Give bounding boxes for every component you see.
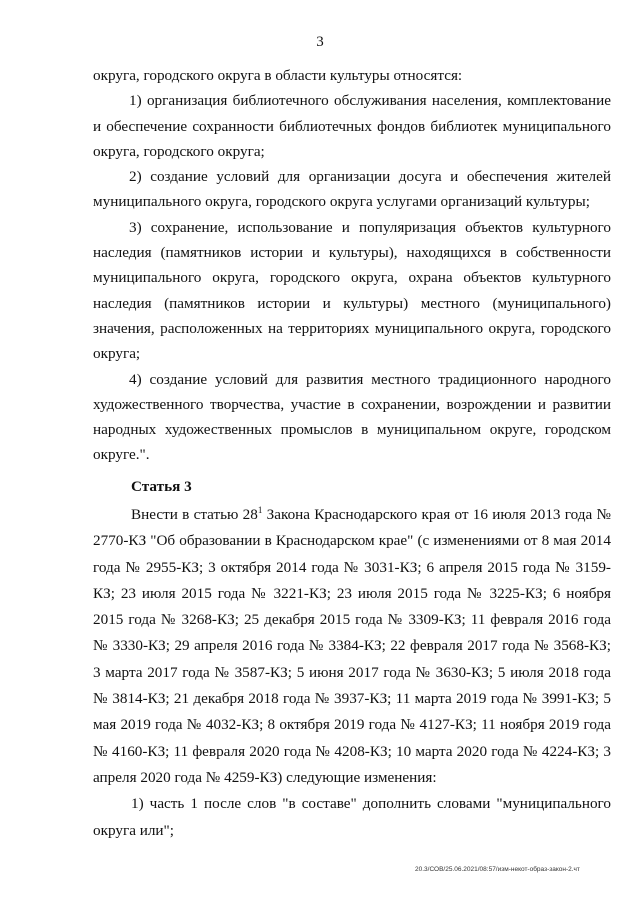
article-intro-start: Внести в статью 28 [131,506,258,523]
text-block-culture [93,63,611,468]
article-heading: Статья 3 [131,478,192,495]
paragraph-item-3: 3) сохранение, использование и популяризация объектов культурного наследия (памятников истории и культуры), находящихся в собственности муниципального округа, городского округа, охрана объектов культурного наследия (памятников истории и культуры) местного (муниципального) значения, расположенных на территориях муниципального округа, городского округа; [93,218,611,363]
text-block-article-3 [93,502,611,844]
paragraph-item-4: 4) создание условий для развития местного традиционного народного художественного творчества, участие в сохранении, возрождении и развитии народных художественных промыслов в муниципальном округе, городском округе.". [93,370,611,464]
paragraph-item-1: 1) организация библиотечного обслуживания населения, комплектование и обеспечение сохранности библиотечных фондов библиотек муниципального округа, городского округа; [93,92,611,160]
page-number: 3 [316,34,324,50]
paragraph-item-2: 2) создание условий для организации досуга и обеспечения жителей муниципального округа, городского округа услугами организаций культуры; [93,168,611,211]
article-number-superscript: 1 [257,504,263,515]
article-intro-paragraph [93,502,611,791]
paragraph-intro: округа, городского округа в области культуры относятся: [93,67,463,84]
article-item-1: 1) часть 1 после слов "в составе" дополнить словами "муниципального округа или"; [93,795,611,839]
document-footer-code: 20.3/СОВ/25.06.2021/08:57/изм-некот-образ-закон-2.чт [415,866,580,873]
article-intro-rest: Закона Краснодарского края от 16 июля 2013 года № 2770-КЗ "Об образовании в Краснодарском крае" (с изменениями от 8 мая 2014 года № 2955-КЗ; 3 октября 2014 года № 3031-КЗ; 6 апреля 2015 года № 3159-КЗ; 23 июля 2015 года № 3221-КЗ; 23 июля 2015 года № 3225-КЗ; 6 ноября 2015 года № 3268-КЗ; 25 декабря 2015 года № 3309-КЗ; 11 февраля 2016 года № 3330-КЗ; 29 апреля 2016 года № 3384-КЗ; 22 февраля 2017 года № 3568-КЗ; 3 марта 2017 года № 3587-КЗ; 5 июня 2017 года № 3630-КЗ; 5 июля 2018 года № 3814-КЗ; 21 декабря 2018 года № 3937-КЗ; 11 марта 2019 года № 3991-КЗ; 5 мая 2019 года № 4032-КЗ; 8 октября 2019 года № 4127-КЗ; 11 ноября 2019 года № 4160-КЗ; 11 февраля 2020 года № 4208-КЗ; 10 марта 2020 года № 4224-КЗ; 3 апреля 2020 года № 4259-КЗ) следующие изменения: [93,506,611,786]
